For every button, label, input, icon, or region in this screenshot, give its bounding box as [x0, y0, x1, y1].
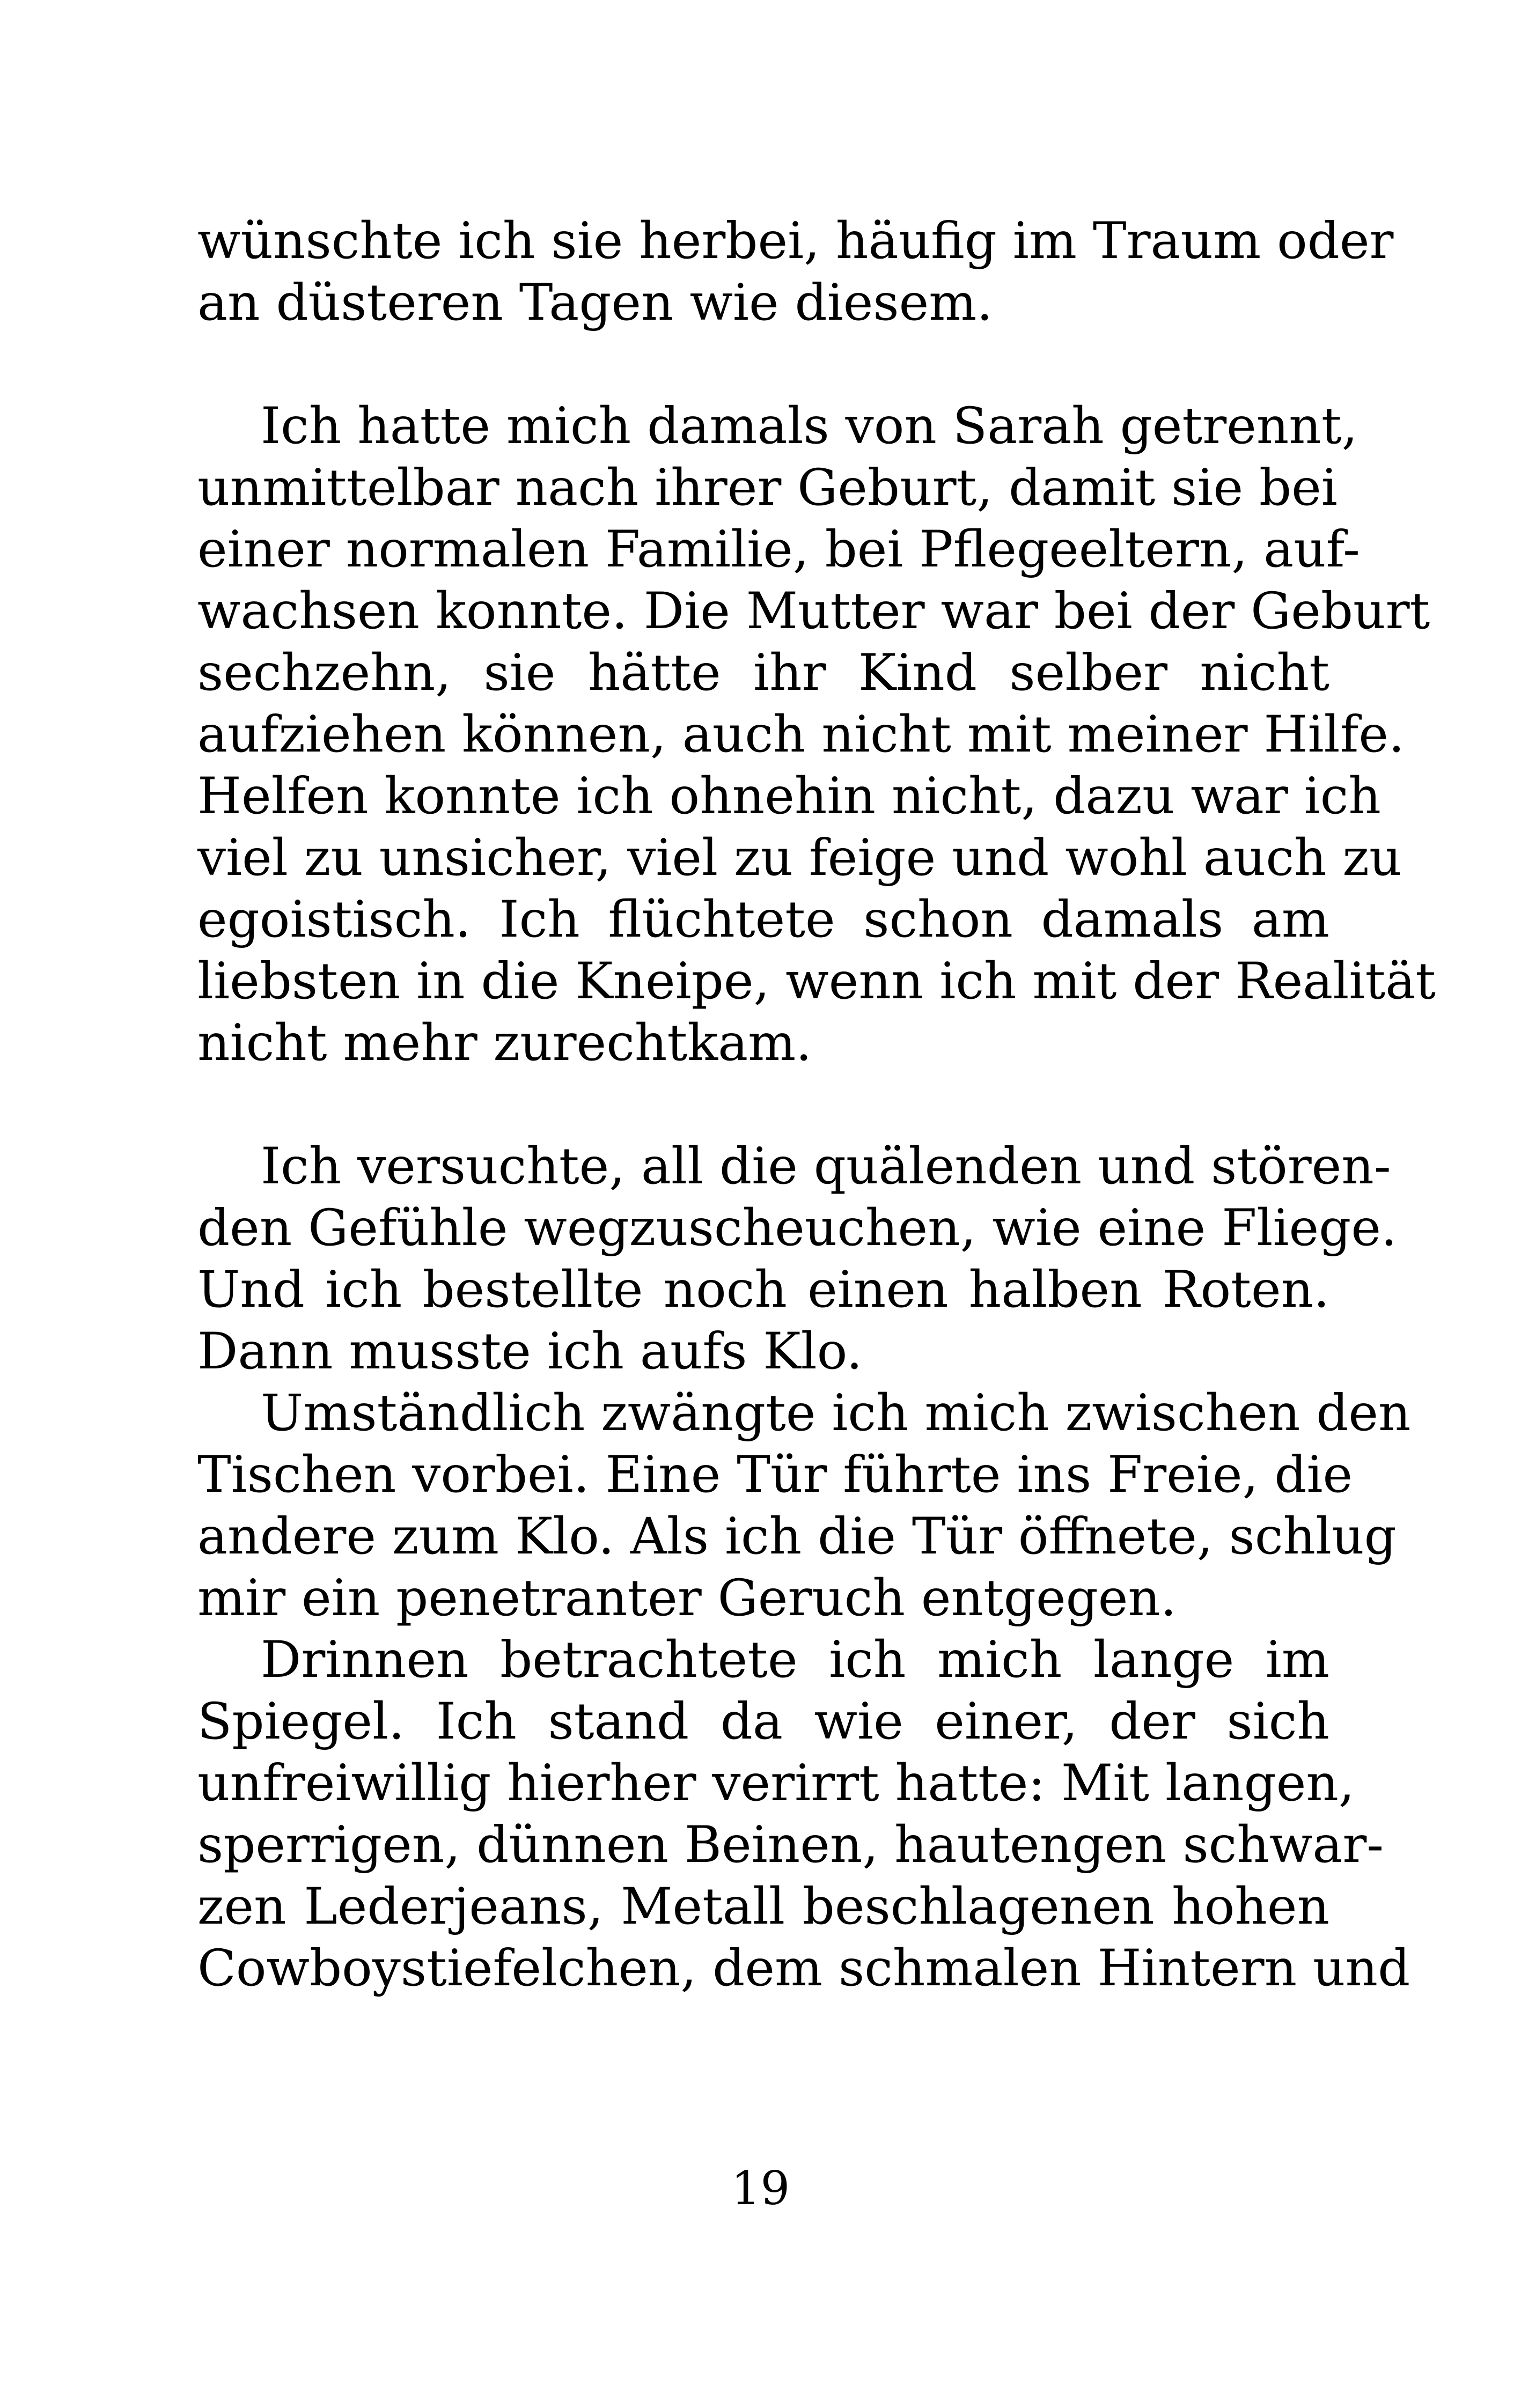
- text-line: liebsten in die Kneipe, wenn ich mit der Realität: [197, 952, 1436, 1011]
- page-number: 19: [731, 2162, 790, 2215]
- paragraph-gap: [197, 334, 1329, 395]
- text-line: Umständlich zwängte ich mich zwischen den: [261, 1384, 1411, 1442]
- text-line: einer normalen Familie, bei Pflegeeltern, auf-: [197, 520, 1360, 579]
- text-line: Tischen vorbei. Eine Tür führte ins Freie, die: [197, 1446, 1353, 1504]
- text-line: nicht mehr zurechtkam.: [197, 1014, 812, 1072]
- text-line: Helfen konnte ich ohnehin nicht, dazu war ich: [197, 767, 1381, 826]
- text-line: an düsteren Tagen wie diesem.: [197, 274, 993, 332]
- paragraph-gap: [197, 1074, 1329, 1136]
- text-line: andere zum Klo. Als ich die Tür öffnete, schlug: [197, 1507, 1397, 1566]
- text-line: zen Lederjeans, Metall beschlagenen hohen: [197, 1877, 1329, 1936]
- body-text: [197, 210, 1436, 1999]
- text-line: wünschte ich sie herbei, häufig im Traum oder: [197, 212, 1394, 270]
- text-line: Dann musste ich aufs Klo.: [197, 1322, 863, 1381]
- text-line: Spiegel. Ich stand da wie einer, der sich: [197, 1692, 1329, 1751]
- text-line: den Gefühle wegzuscheuchen, wie eine Fliege.: [197, 1199, 1397, 1257]
- text-line: unfreiwillig hierher verirrt hatte: Mit langen,: [197, 1754, 1355, 1813]
- text-line: Ich hatte mich damals von Sarah getrennt,: [261, 397, 1358, 455]
- text-line: Drinnen betrachtete ich mich lange im: [261, 1631, 1329, 1689]
- text-line: Cowboystiefelchen, dem schmalen Hintern und: [197, 1939, 1410, 1998]
- text-line: Und ich bestellte noch einen halben Roten.: [197, 1261, 1329, 1319]
- text-line: sperrigen, dünnen Beinen, hautengen schwar-: [197, 1816, 1384, 1874]
- text-line: mir ein penetranter Geruch entgegen.: [197, 1569, 1177, 1628]
- text-line: Ich versuchte, all die quälenden und stören-: [261, 1137, 1391, 1196]
- text-line: egoistisch. Ich flüchtete schon damals am: [197, 890, 1329, 949]
- text-line: aufziehen können, auch nicht mit meiner Hilfe.: [197, 705, 1405, 764]
- text-line: wachsen konnte. Die Mutter war bei der Geburt: [197, 582, 1430, 640]
- text-line: unmittelbar nach ihrer Geburt, damit sie bei: [197, 459, 1338, 517]
- text-line: sechzehn, sie hätte ihr Kind selber nicht: [197, 644, 1329, 702]
- text-line: viel zu unsicher, viel zu feige und wohl auch zu: [197, 829, 1402, 887]
